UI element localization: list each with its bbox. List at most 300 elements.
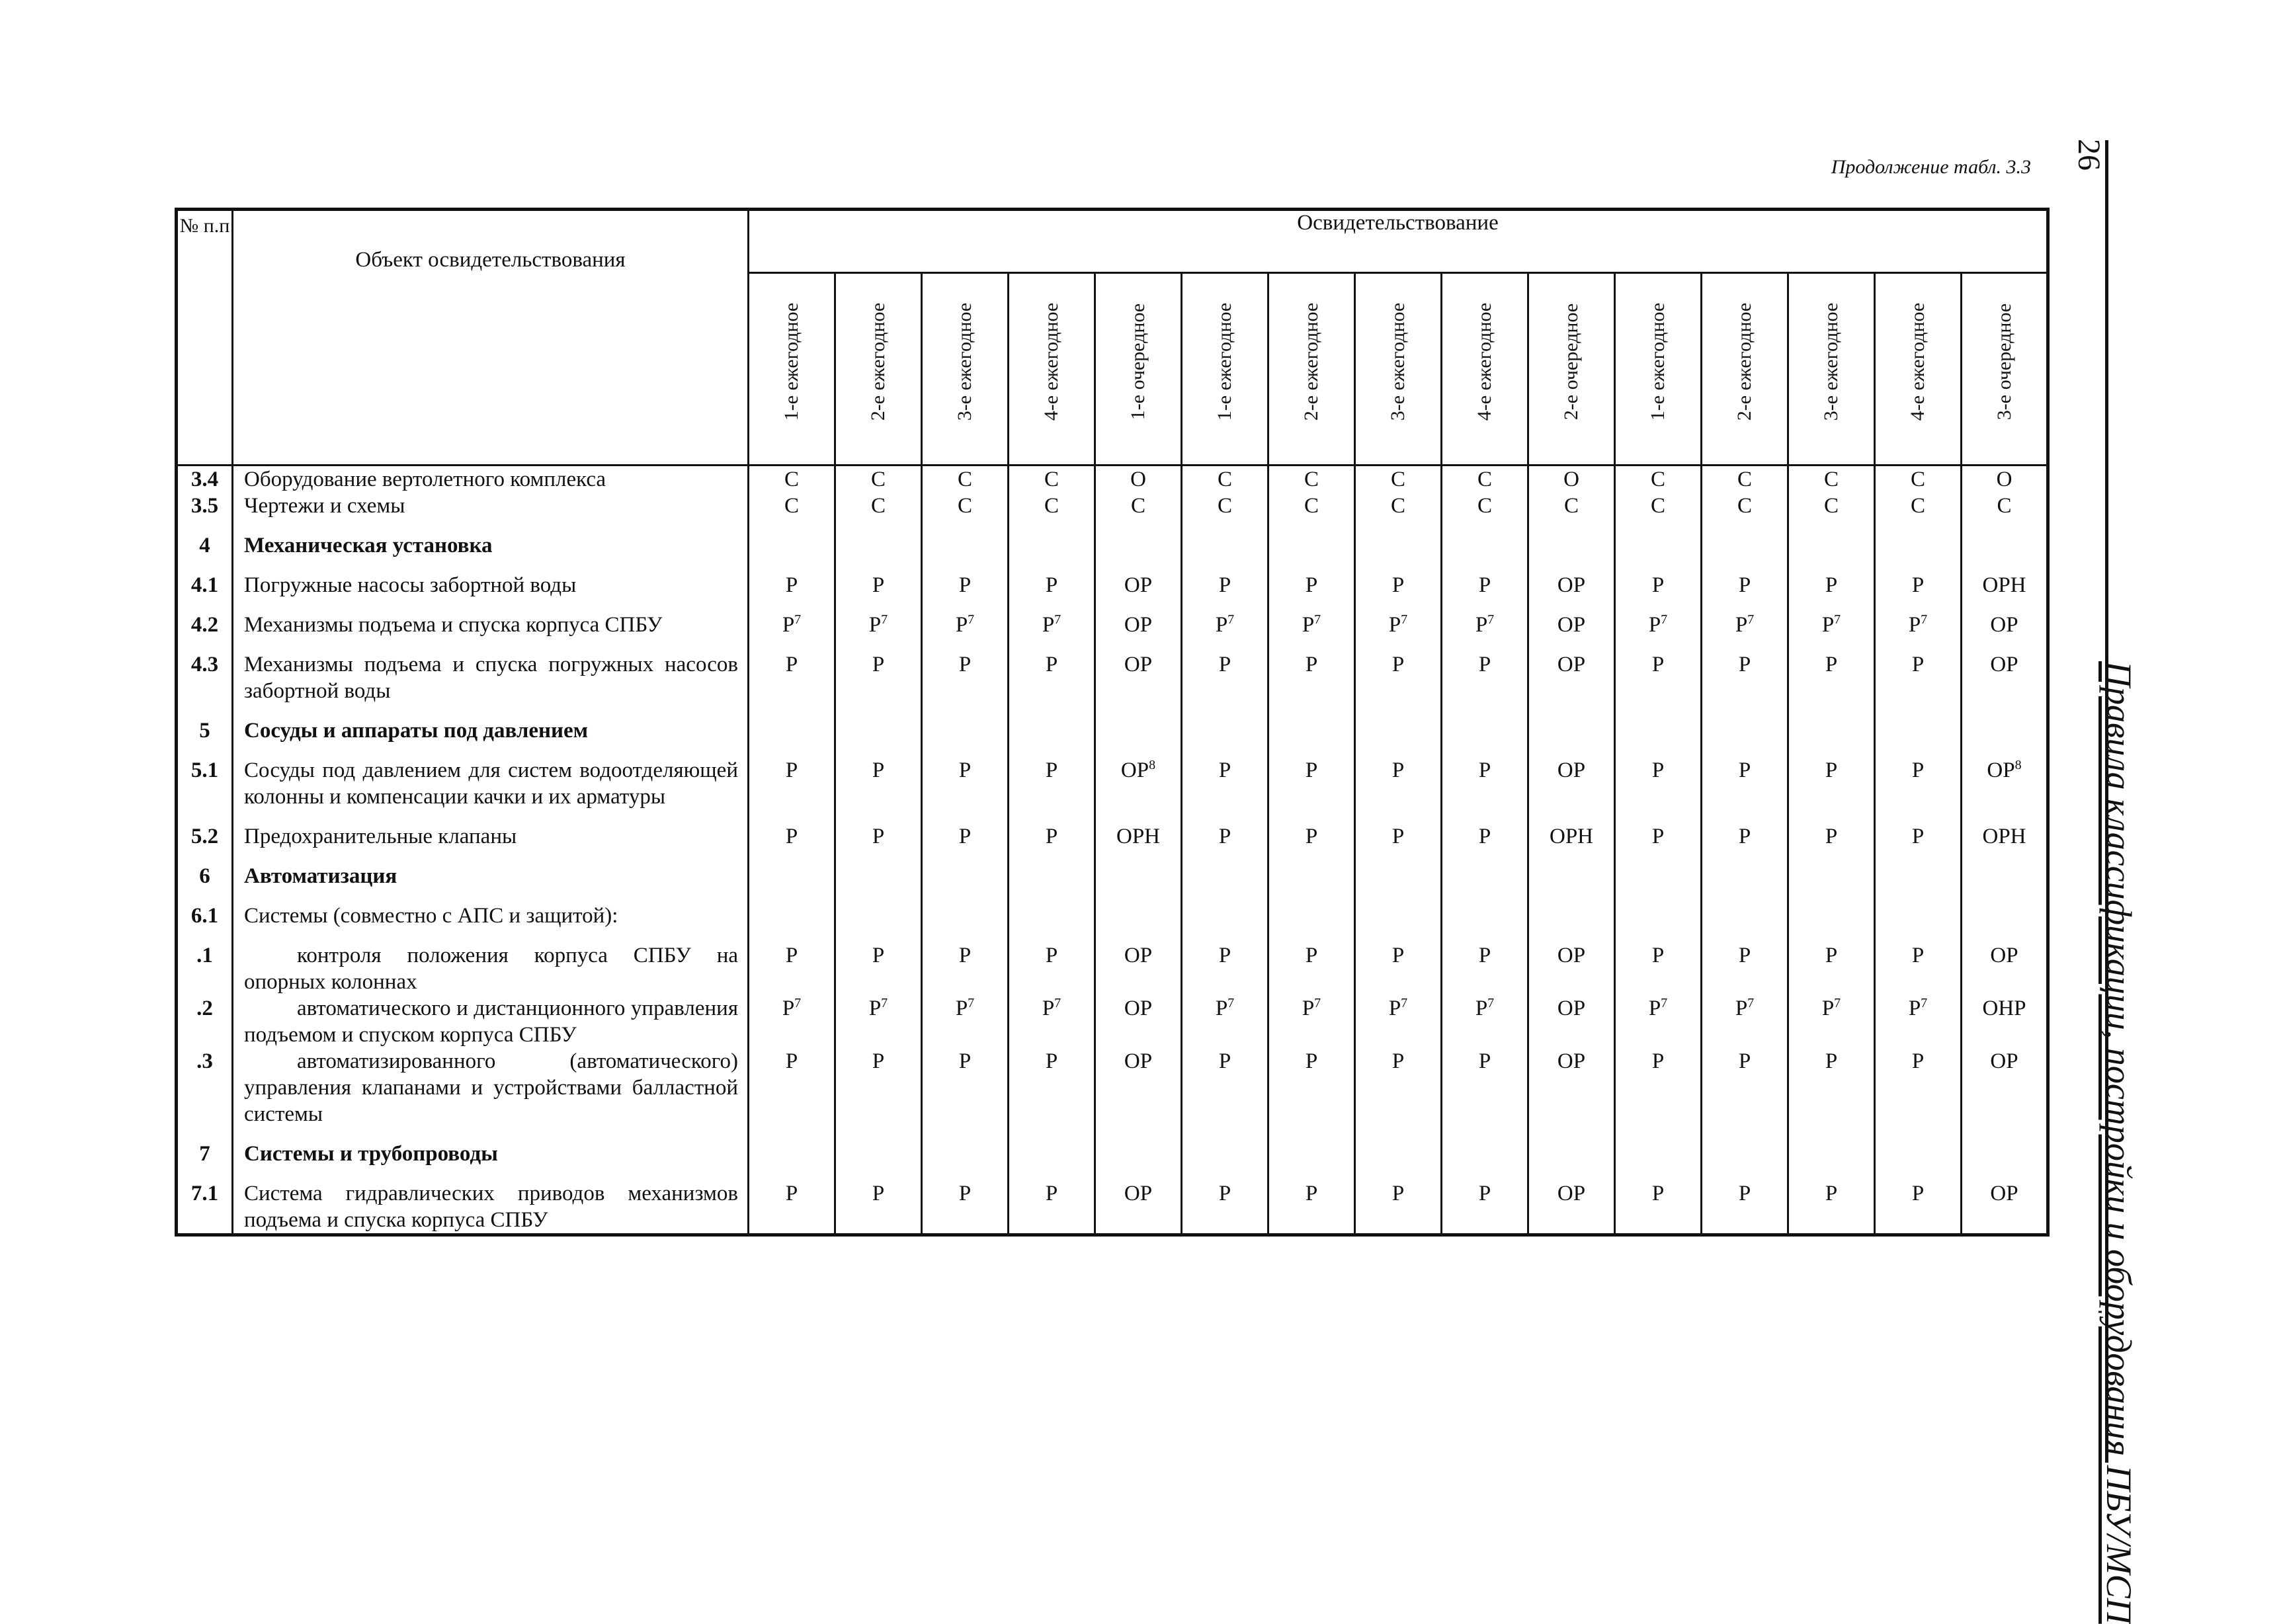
- value-text: P: [1045, 653, 1058, 676]
- value-text: P: [872, 1049, 885, 1073]
- row-value: [1355, 995, 1442, 1048]
- row-spacer: [177, 850, 2048, 863]
- row-value: [1095, 612, 1182, 638]
- row-value: [749, 717, 835, 744]
- table-row: [177, 612, 2048, 638]
- table-row: [177, 717, 2048, 744]
- footnote-mark: 7: [881, 612, 888, 627]
- value-text: P: [1908, 613, 1921, 637]
- value-text: C: [1823, 467, 1839, 491]
- row-number: 4.2: [177, 612, 233, 638]
- value-text: P: [1045, 758, 1058, 782]
- row-value: [1355, 903, 1442, 929]
- row-value: [1442, 1048, 1528, 1127]
- value-text: O: [1563, 467, 1579, 491]
- row-value: [1182, 823, 1268, 850]
- footnote-mark: 7: [1314, 612, 1321, 627]
- row-number: 5.1: [177, 757, 233, 810]
- value-text: OP: [1557, 613, 1586, 637]
- value-text: P: [872, 653, 885, 676]
- value-text: P: [958, 825, 972, 848]
- row-spacer: [177, 1127, 2048, 1141]
- row-value: [1702, 1141, 1788, 1167]
- value-text: P: [1651, 825, 1665, 848]
- row-value: [1702, 493, 1788, 519]
- value-text: P: [1391, 653, 1405, 676]
- row-value: [749, 1048, 835, 1127]
- value-text: P: [1911, 653, 1925, 676]
- value-text: P: [955, 613, 968, 637]
- row-value: [1875, 572, 1962, 598]
- row-number: 4.3: [177, 651, 233, 704]
- header-col-5: [1095, 273, 1182, 466]
- footnote-mark: 7: [1401, 612, 1408, 627]
- row-value: [1788, 863, 1875, 889]
- row-spacer: [177, 810, 2048, 823]
- row-value: [835, 823, 922, 850]
- value-text: P: [958, 758, 972, 782]
- value-text: P: [958, 573, 972, 597]
- value-text: P: [1825, 1182, 1838, 1205]
- row-object: контроля положения корпуса СПБУ на опорных колоннах: [233, 942, 749, 995]
- footnote-mark: 7: [1921, 996, 1928, 1010]
- value-text: P: [1045, 825, 1058, 848]
- row-value: [835, 757, 922, 810]
- footnote-mark: 7: [1314, 996, 1321, 1010]
- row-object: автоматического и дистанционного управления подъемом и спуском корпуса СПБУ: [233, 995, 749, 1048]
- row-value: [1182, 572, 1268, 598]
- row-value: [922, 466, 1009, 493]
- table-row: [177, 823, 2048, 850]
- row-value: [1009, 612, 1095, 638]
- value-text: OP: [1124, 573, 1153, 597]
- row-value: [1009, 863, 1095, 889]
- row-value: [922, 572, 1009, 598]
- row-value: [835, 1048, 922, 1127]
- row-value: [749, 903, 835, 929]
- value-text: P: [1391, 1049, 1405, 1073]
- row-value: [1528, 651, 1615, 704]
- row-value: [1528, 717, 1615, 744]
- row-value: [1788, 717, 1875, 744]
- row-value: [1875, 651, 1962, 704]
- row-value: [835, 863, 922, 889]
- row-value: [1095, 863, 1182, 889]
- value-text: P: [1042, 996, 1055, 1020]
- row-value: [922, 612, 1009, 638]
- row-value: [1095, 717, 1182, 744]
- row-value: [1962, 903, 2048, 929]
- row-value: [835, 903, 922, 929]
- row-value: [1182, 466, 1268, 493]
- value-text: O: [1996, 467, 2013, 491]
- value-text: P: [1478, 825, 1491, 848]
- row-value: [922, 995, 1009, 1048]
- row-spacer: [177, 598, 2048, 612]
- row-value: [1182, 612, 1268, 638]
- value-text: OP: [1124, 1182, 1153, 1205]
- value-text: C: [1910, 467, 1925, 491]
- value-text: OP: [1557, 573, 1586, 597]
- value-text: P: [872, 1182, 885, 1205]
- value-text: OP: [1124, 996, 1153, 1020]
- row-value: [1702, 1180, 1788, 1235]
- header-col-10: [1528, 273, 1615, 466]
- value-text: P: [1305, 1182, 1318, 1205]
- row-value: [749, 612, 835, 638]
- row-value: [1875, 493, 1962, 519]
- table-row: [177, 942, 2048, 995]
- row-value: [1615, 1141, 1702, 1167]
- value-text: P: [1651, 573, 1665, 597]
- inspection-table: [175, 208, 2050, 1237]
- value-text: P: [1911, 825, 1925, 848]
- row-number: 3.4: [177, 466, 233, 493]
- footnote-mark: 7: [1487, 996, 1495, 1010]
- value-text: P: [872, 825, 885, 848]
- row-object: Оборудование вертолетного комплекса: [233, 466, 749, 493]
- value-text: C: [1737, 494, 1752, 518]
- header-col-label: 1-е ежегодное: [1647, 302, 1669, 421]
- row-value: [1788, 572, 1875, 598]
- row-value: [1095, 532, 1182, 559]
- row-value: [1528, 572, 1615, 598]
- value-text: P: [785, 758, 798, 782]
- value-text: C: [1217, 467, 1232, 491]
- row-value: [749, 1180, 835, 1235]
- row-value: [835, 995, 922, 1048]
- row-value: [1268, 466, 1355, 493]
- row-value: [1182, 757, 1268, 810]
- row-value: [1182, 717, 1268, 744]
- row-value: [749, 942, 835, 995]
- value-text: C: [1130, 494, 1145, 518]
- value-text: P: [785, 573, 798, 597]
- row-value: [1875, 757, 1962, 810]
- value-text: P: [1218, 653, 1231, 676]
- row-value: [1442, 651, 1528, 704]
- value-text: P: [1735, 996, 1748, 1020]
- row-value: [1875, 863, 1962, 889]
- row-value: [922, 532, 1009, 559]
- row-value: [1442, 493, 1528, 519]
- value-text: P: [1738, 1049, 1751, 1073]
- value-text: OP: [1557, 653, 1586, 676]
- value-text: C: [1044, 494, 1059, 518]
- header-col-1: [749, 273, 835, 466]
- row-value: [1962, 1180, 2048, 1235]
- value-text: P: [1478, 758, 1491, 782]
- row-number: 3.5: [177, 493, 233, 519]
- header-col-label: 2-е ежегодное: [1300, 302, 1322, 421]
- row-value: [1615, 823, 1702, 850]
- row-value: [1702, 572, 1788, 598]
- row-spacer: [177, 1167, 2048, 1180]
- row-number: 4: [177, 532, 233, 559]
- header-col-3: [922, 273, 1009, 466]
- value-text: P: [1478, 944, 1491, 967]
- row-value: [1268, 493, 1355, 519]
- row-value: [1962, 995, 2048, 1048]
- value-text: OP: [1124, 1049, 1153, 1073]
- value-text: P: [1302, 613, 1315, 637]
- footnote-mark: 7: [1227, 612, 1235, 627]
- row-value: [1615, 651, 1702, 704]
- header-col-9: [1442, 273, 1528, 466]
- row-object: Чертежи и схемы: [233, 493, 749, 519]
- value-text: P: [1648, 613, 1661, 637]
- value-text: P: [958, 944, 972, 967]
- value-text: P: [1391, 758, 1405, 782]
- value-text: C: [1737, 467, 1752, 491]
- row-object: Автоматизация: [233, 863, 749, 889]
- row-value: [1268, 757, 1355, 810]
- value-text: P: [782, 613, 795, 637]
- row-value: [1615, 717, 1702, 744]
- row-value: [835, 493, 922, 519]
- row-spacer: [177, 744, 2048, 757]
- value-text: C: [1304, 494, 1319, 518]
- value-text: P: [1391, 573, 1405, 597]
- table-row: [177, 466, 2048, 493]
- row-value: [1528, 903, 1615, 929]
- row-value: [1788, 1048, 1875, 1127]
- value-text: P: [1391, 1182, 1405, 1205]
- row-number: .3: [177, 1048, 233, 1127]
- footnote-mark: 8: [2014, 758, 2022, 772]
- footnote-mark: 7: [1834, 996, 1841, 1010]
- value-text: P: [1045, 1049, 1058, 1073]
- header-col-label: 3-е ежегодное: [1820, 302, 1842, 421]
- value-text: P: [1042, 613, 1055, 637]
- row-value: [1095, 651, 1182, 704]
- value-text: P: [1911, 758, 1925, 782]
- row-value: [1442, 995, 1528, 1048]
- row-value: [1702, 717, 1788, 744]
- row-value: [1182, 651, 1268, 704]
- row-value: [1268, 942, 1355, 995]
- row-value: [1615, 612, 1702, 638]
- row-value: [1442, 757, 1528, 810]
- row-object: Механическая установка: [233, 532, 749, 559]
- row-value: [1095, 942, 1182, 995]
- row-value: [1528, 532, 1615, 559]
- row-value: [1095, 1180, 1182, 1235]
- row-value: [1615, 466, 1702, 493]
- value-text: P: [1305, 944, 1318, 967]
- row-value: [1268, 532, 1355, 559]
- value-text: P: [1738, 1182, 1751, 1205]
- row-value: [1355, 757, 1442, 810]
- value-text: C: [1650, 467, 1665, 491]
- row-value: [1962, 717, 2048, 744]
- row-value: [1355, 1141, 1442, 1167]
- row-value: [1009, 995, 1095, 1048]
- header-col-12: [1702, 273, 1788, 466]
- row-value: [1788, 995, 1875, 1048]
- value-text: C: [784, 467, 799, 491]
- value-text: P: [1478, 653, 1491, 676]
- row-value: [1355, 942, 1442, 995]
- value-text: P: [1218, 825, 1231, 848]
- value-text: P: [1908, 996, 1921, 1020]
- header-col-label: 2-е очередное: [1560, 303, 1582, 421]
- header-col-11: [1615, 273, 1702, 466]
- value-text: P: [1651, 1049, 1665, 1073]
- row-value: [1442, 1180, 1528, 1235]
- value-text: P: [1821, 996, 1835, 1020]
- row-value: [1615, 942, 1702, 995]
- value-text: P: [782, 996, 795, 1020]
- value-text: OP: [1557, 996, 1586, 1020]
- row-object: Системы и трубопроводы: [233, 1141, 749, 1167]
- row-object: Предохранительные клапаны: [233, 823, 749, 850]
- row-value: [1182, 863, 1268, 889]
- footnote-mark: 7: [1227, 996, 1235, 1010]
- row-value: [1875, 995, 1962, 1048]
- row-value: [1528, 1048, 1615, 1127]
- value-text: OP: [1124, 944, 1153, 967]
- row-value: [1095, 823, 1182, 850]
- row-value: [749, 995, 835, 1048]
- value-text: P: [1475, 613, 1488, 637]
- row-value: [1702, 651, 1788, 704]
- row-value: [1615, 532, 1702, 559]
- row-value: [1528, 1180, 1615, 1235]
- table-row: [177, 651, 2048, 704]
- value-text: P: [1045, 573, 1058, 597]
- row-value: [1788, 651, 1875, 704]
- value-text: OP: [1124, 653, 1153, 676]
- row-value: [1095, 493, 1182, 519]
- row-value: [1875, 1180, 1962, 1235]
- row-number: 6.1: [177, 903, 233, 929]
- value-text: P: [785, 825, 798, 848]
- header-col-label: 2-е ежегодное: [1733, 302, 1755, 421]
- row-value: [1268, 863, 1355, 889]
- footnote-mark: 7: [968, 996, 975, 1010]
- row-value: [1182, 1048, 1268, 1127]
- value-text: P: [1478, 1182, 1491, 1205]
- row-value: [1788, 823, 1875, 850]
- value-text: P: [955, 996, 968, 1020]
- row-value: [1615, 1048, 1702, 1127]
- row-value: [1962, 863, 2048, 889]
- value-text: P: [1911, 944, 1925, 967]
- header-inspection: Освидетельствование: [749, 210, 2048, 273]
- value-text: P: [785, 1049, 798, 1073]
- value-text: P: [1911, 573, 1925, 597]
- row-value: [1875, 466, 1962, 493]
- row-value: [1355, 1180, 1442, 1235]
- header-col-8: [1355, 273, 1442, 466]
- row-value: [1528, 493, 1615, 519]
- value-text: P: [1825, 944, 1838, 967]
- header-col-4: [1009, 273, 1095, 466]
- value-text: OPH: [1116, 825, 1161, 848]
- row-value: [1442, 863, 1528, 889]
- row-value: [1702, 466, 1788, 493]
- value-text: C: [1217, 494, 1232, 518]
- value-text: OPH: [1982, 825, 2026, 848]
- row-value: [1355, 466, 1442, 493]
- value-text: C: [870, 494, 886, 518]
- row-value: [1268, 612, 1355, 638]
- header-col-14: [1875, 273, 1962, 466]
- row-value: [922, 651, 1009, 704]
- table-caption: Продолжение табл. 3.3: [1831, 156, 2031, 178]
- table-row: [177, 1048, 2048, 1127]
- row-value: [1962, 942, 2048, 995]
- value-text: P: [1218, 573, 1231, 597]
- value-text: P: [785, 1182, 798, 1205]
- row-value: [1009, 903, 1095, 929]
- value-text: C: [1304, 467, 1319, 491]
- row-value: [749, 863, 835, 889]
- row-value: [749, 532, 835, 559]
- row-value: [1009, 942, 1095, 995]
- value-text: OP: [1557, 944, 1586, 967]
- row-value: [1788, 903, 1875, 929]
- row-value: [1875, 903, 1962, 929]
- row-value: [1268, 903, 1355, 929]
- table-row: [177, 532, 2048, 559]
- row-value: [1528, 823, 1615, 850]
- row-value: [1875, 1141, 1962, 1167]
- value-text: P: [1825, 653, 1838, 676]
- value-text: C: [870, 467, 886, 491]
- row-value: [1615, 757, 1702, 810]
- row-value: [1615, 903, 1702, 929]
- value-text: P: [785, 944, 798, 967]
- row-value: [1009, 532, 1095, 559]
- value-text: P: [1305, 1049, 1318, 1073]
- value-text: P: [1738, 653, 1751, 676]
- value-text: OP: [1557, 1182, 1586, 1205]
- value-text: P: [1305, 758, 1318, 782]
- value-text: OP: [1990, 1049, 2018, 1073]
- row-value: [922, 1048, 1009, 1127]
- value-text: OP: [1987, 758, 2015, 782]
- row-value: [1355, 823, 1442, 850]
- value-text: P: [1651, 944, 1665, 967]
- row-value: [1442, 903, 1528, 929]
- value-text: P: [1218, 1049, 1231, 1073]
- footnote-mark: 7: [1921, 612, 1928, 627]
- value-text: P: [785, 653, 798, 676]
- row-value: [835, 466, 922, 493]
- row-value: [1095, 1048, 1182, 1127]
- row-value: [835, 651, 922, 704]
- row-value: [1528, 757, 1615, 810]
- row-number: 4.1: [177, 572, 233, 598]
- row-number: 6: [177, 863, 233, 889]
- value-text: C: [784, 494, 799, 518]
- value-text: C: [1477, 467, 1492, 491]
- row-value: [1355, 493, 1442, 519]
- row-value: [1442, 942, 1528, 995]
- value-text: OP: [1990, 1182, 2018, 1205]
- row-value: [835, 532, 922, 559]
- row-value: [1442, 572, 1528, 598]
- row-value: [1528, 942, 1615, 995]
- value-text: OP: [1990, 613, 2018, 637]
- row-value: [1702, 995, 1788, 1048]
- row-value: [749, 651, 835, 704]
- value-text: P: [1475, 996, 1488, 1020]
- value-text: P: [872, 573, 885, 597]
- row-value: [749, 466, 835, 493]
